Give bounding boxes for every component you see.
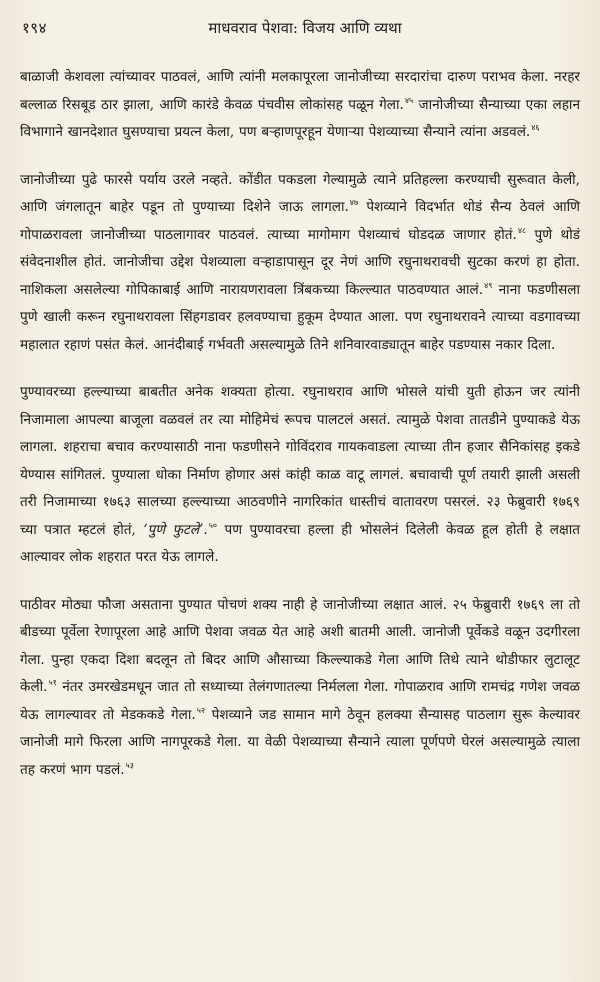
paragraph — [20, 167, 580, 360]
paragraph — [20, 64, 580, 147]
text-segment: जानोजीच्या सैन्याच्या एका लहान विभागाने खानदेशात घुसण्याचा प्रयत्न केला, पण बऱ्हाणपूरहून येणाऱ्या पेशव्याच्या सैन्याने त्यांना अडवलं. — [20, 96, 580, 140]
paragraph — [20, 592, 580, 785]
running-title: माधवराव पेशवा: विजय आणि व्यथा — [208, 19, 402, 37]
footnote-marker: ५३ — [125, 760, 134, 770]
text-segment: पाठीवर मोठ्या फौजा असताना पुण्यात पोचणं शक्य नाही हे जानोजीच्या लक्षात आलं. २५ फेब्रुवारी १७६९ ला तो बीडच्या पूर्वेला रेणापूरला आहे आणि पेशवा जवळ येत आहे अशी बातमी आली. जानोजी पूर्वेकडे वळून उदगीरला गेला. पुन्हा एकदा दिशा बदलून तो बिदर आणि औसाच्या किल्ल्याकडे गेला आणि तिथे त्याने थोडीफार लुटालूट केली. — [20, 596, 580, 695]
footnote-marker: ४६ — [531, 123, 540, 132]
footnote-marker: ४९ — [484, 280, 493, 290]
text-segment: पेशव्याने जड सामान मागे ठेवून हलक्या सैन्यासह पाठलाग सुरू केल्यावर जानोजी मागे फिरला आणि नागपूरकडे गेला. या वेळी पेशव्याच्या सैन्याने त्याला पूर्णपणे घेरलं असल्यामुळे त्याला तह करणं भाग पडलं. — [20, 706, 580, 778]
text-segment: पुणे थोडं संवेदनाशील होतं. जानोजीचा उद्देश पेशव्याला वऱ्हाडापासून दूर नेणं आणि रघुनाथरावची सुटका करणं हा होता. नाशिकला असलेल्या गोपिकाबाई आणि नारायणरावला त्रिंबकच्या किल्ल्यात पाठवण्यात आलं. — [20, 226, 580, 298]
footnote-marker: ४८ — [517, 225, 527, 235]
text-segment: पण पुण्यावरचा हल्ला ही भोसलेनं दिलेली केवळ हूल होती हे लक्षात आल्यावर लोक शहरात परत येऊ लागले. — [20, 521, 580, 565]
paragraph — [20, 379, 580, 572]
text-segment: जानोजीच्या पुढे फारसे पर्याय उरले नव्हते. कोंडीत पकडला गेल्यामुळे त्याने प्रतिहल्ला करण्याची सुरूवात केली, आणि जंगलातून बाहेर पडून तो पुण्याच्या दिशेने जाऊ लागला. — [20, 171, 580, 215]
footnote-marker: ५२ — [196, 705, 206, 715]
page-header — [22, 12, 578, 42]
footnote-marker: ५० — [208, 520, 218, 530]
footnote-marker: ४७ — [349, 198, 359, 207]
text-segment: नंतर उमरखेडमधून जात तो सध्याच्या तेलंगणातल्या निर्मलला गेला. गोपाळराव आणि रामचंद्र गणेश जवळ येऊ लागल्यावर तो मेडककडे गेला. — [20, 679, 580, 723]
body-text — [20, 64, 580, 806]
text-segment: नाना फडणीसला पुणे खाली करून रघुनाथरावला सिंहगडावर हलवण्याचा हुकूम देण्यात आला. पण रघुनाथरावने त्याच्या वडगावच्या महालात रहाणं पसंत केलं. आनंदीबाई गर्भवती असल्यामुळे तिने शनिवारवाड्यातून बाहेर पडण्यास नकार दिला. — [20, 281, 580, 353]
text-segment: बाळाजी केशवला त्यांच्यावर पाठवलं, आणि त्यांनी मलकापूरला जानोजीच्या सरदारांचा दारुण पराभव केला. नरहर बल्लाळ रिसबूड ठार झाला, आणि कारंडे केवळ पंचवीस लोकांसह पळून गेला. — [20, 69, 580, 113]
text-segment: पेशव्याने विदर्भात थोडं सैन्य ठेवलं आणि गोपाळरावला जानोजीच्या पाठलागावर पाठवलं. त्याच्या मागोमाग पेशव्याचं घोडदळ जाणार होतं. — [20, 199, 581, 243]
page-number: १९४ — [22, 19, 47, 37]
footnote-marker: ५१ — [48, 678, 57, 687]
text-segment: पुण्यावरच्या हल्ल्याच्या बाबतीत अनेक शक्यता होत्या. रघुनाथराव आणि भोसले यांची युती होऊन जर त्यांनी निजामाला आपल्या बाजूला वळवलं तर त्या मोहिमेचं रूपच पालटलं असतं. त्यामुळे पेशवा तातडीने पुण्याकडे येऊ लागला. शहराचा बचाव करण्यासाठी नाना फडणीसने गोविंदराव गायकवाडला त्याच्या तीन हजार सैनिकांसह इकडे येण्यास सांगितलं. पुण्याला धोका निर्माण होणार असं कांही काळ वाटू लागलं. बचावाची पूर्ण तयारी झाली असली तरी निजामाच्या १७६३ सालच्या हल्ल्याच्या आठवणीने नागरिकांत धास्तीचं वातावरण पसरलं. २३ फेब्रुवारी १७६९ च्या पत्रात म्हटलं होतं, — [20, 384, 580, 538]
footnote-marker: ४५ — [404, 95, 414, 105]
quoted-text: ‘पुणे फुटले’. — [143, 521, 208, 538]
